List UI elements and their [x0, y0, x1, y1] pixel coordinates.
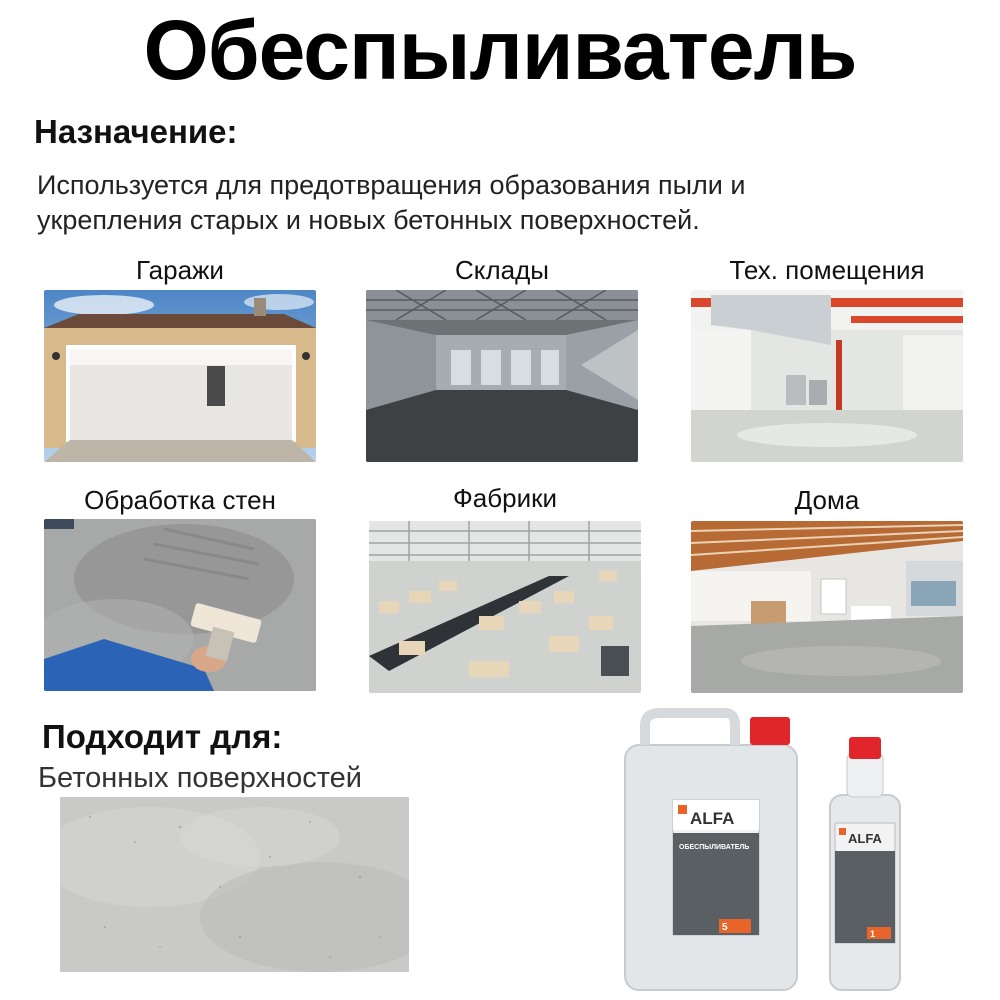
large-bottle-name: ОБЕСПЫЛИВАТЕЛЬ — [679, 844, 750, 851]
large-bottle-volume: 5 — [722, 922, 728, 933]
concrete-texture-image — [60, 797, 409, 972]
use-card-houses — [691, 485, 963, 693]
purpose-description-line: Используется для предотвращения образования пыли и — [37, 170, 746, 200]
small-bottle-cap-icon — [849, 737, 881, 759]
factory-photo — [369, 521, 641, 693]
page-title: Обеспыливатель — [143, 3, 857, 97]
use-card-warehouses — [366, 255, 638, 465]
use-card-label: Обработка стен — [84, 485, 276, 515]
use-card-garages — [44, 255, 316, 465]
use-card-factories — [369, 483, 641, 693]
warehouse-photo — [366, 290, 638, 462]
wall-treatment-photo — [44, 519, 316, 691]
large-bottle-brand: ALFA — [690, 809, 735, 828]
suitable-surface-text: Бетонных поверхностей — [38, 762, 362, 794]
use-card-tech-rooms — [691, 255, 963, 465]
use-card-label: Фабрики — [453, 483, 557, 513]
suitable-heading: Подходит для: — [42, 718, 283, 755]
use-card-wall-treatment — [44, 485, 316, 693]
use-card-label: Дома — [794, 485, 860, 515]
house-interior-photo — [691, 521, 963, 693]
use-card-label: Гаражи — [136, 255, 224, 285]
purpose-heading: Назначение: — [34, 113, 238, 150]
purpose-description — [37, 168, 937, 238]
small-bottle-volume: 1 — [870, 929, 876, 939]
product-bottles-image — [615, 705, 915, 997]
use-card-label: Тех. помещения — [729, 255, 925, 285]
purpose-description-line: укрепления старых и новых бетонных поверхностей. — [37, 205, 700, 235]
technical-room-photo — [691, 290, 963, 462]
small-bottle-brand: ALFA — [848, 831, 882, 846]
use-card-label: Склады — [455, 255, 549, 285]
garage-photo — [44, 290, 316, 462]
large-bottle-cap-icon — [750, 717, 790, 745]
